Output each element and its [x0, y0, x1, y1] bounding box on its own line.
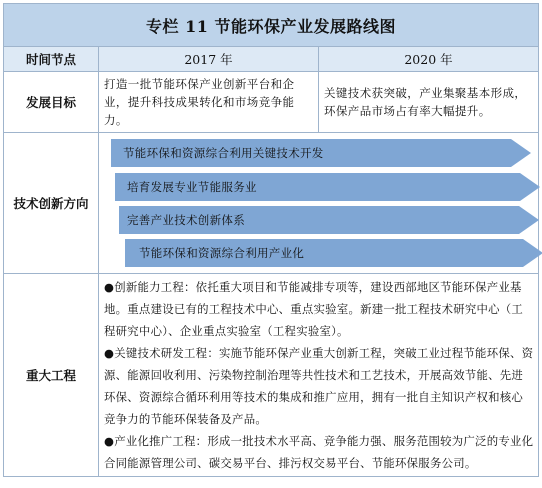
projects-label: 重大工程 [4, 274, 99, 477]
year-2020-header: 2020 年 [319, 47, 539, 72]
goals-label: 发展目标 [4, 72, 99, 133]
year-2017-header: 2017 年 [99, 47, 319, 72]
goal-2017-text: 打造一批节能环保产业创新平台和企业，提升科技成果转化和市场竞争能力。 [99, 72, 319, 133]
tech-direction-label: 技术创新方向 [4, 133, 99, 274]
table-title: 专栏 11 节能环保产业发展路线图 [4, 4, 539, 47]
projects-cell [99, 274, 539, 477]
tech-arrow-1 [111, 139, 531, 167]
project-item-industrialization: ●产业化推广工程：形成一批技术水平高、竞争能力强、服务范围较为广泛的专业化合同能源管理公司、碳交易平台、排污权交易平台、节能环保服务公司。 [104, 434, 534, 470]
goal-2020-text: 关键技术获突破，产业集聚基本形成，环保产品市场占有率大幅提升。 [319, 72, 539, 133]
tech-arrow-3-label: 完善产业技术创新体系 [127, 213, 245, 227]
project-item-innovation: ●创新能力工程：依托重大项目和节能减排专项等，建设西部地区节能环保产业基地。重点建设已有的工程技术中心、重点实验室。新建一批工程技术研究中心（工程研究中心）、企业重点实验室（工程实验室）。 [104, 280, 524, 338]
tech-arrow-4-label: 节能环保和资源综合利用产业化 [139, 246, 305, 260]
tech-arrow-2-label: 培育发展专业节能服务业 [127, 180, 257, 194]
tech-arrows-area [99, 133, 538, 273]
tech-direction-cell [99, 133, 539, 274]
roadmap-table [3, 3, 539, 477]
time-node-label: 时间节点 [4, 47, 99, 72]
tech-arrow-4 [125, 239, 542, 267]
project-item-key-tech: ●关键技术研发工程：实施节能环保产业重大创新工程，突破工业过程节能环保、资源、能源回收利用、污染物控制治理等共性技术和工艺技术，开展高效节能、先进环保、资源综合循环利用等技术的集成和推广应用，拥有一批自主知识产权和核心竞争力的节能环保装备及产品。 [104, 346, 534, 426]
tech-arrow-1-label: 节能环保和资源综合利用关键技术开发 [123, 146, 324, 160]
tech-arrow-2 [115, 173, 540, 201]
tech-arrow-3 [119, 206, 539, 234]
